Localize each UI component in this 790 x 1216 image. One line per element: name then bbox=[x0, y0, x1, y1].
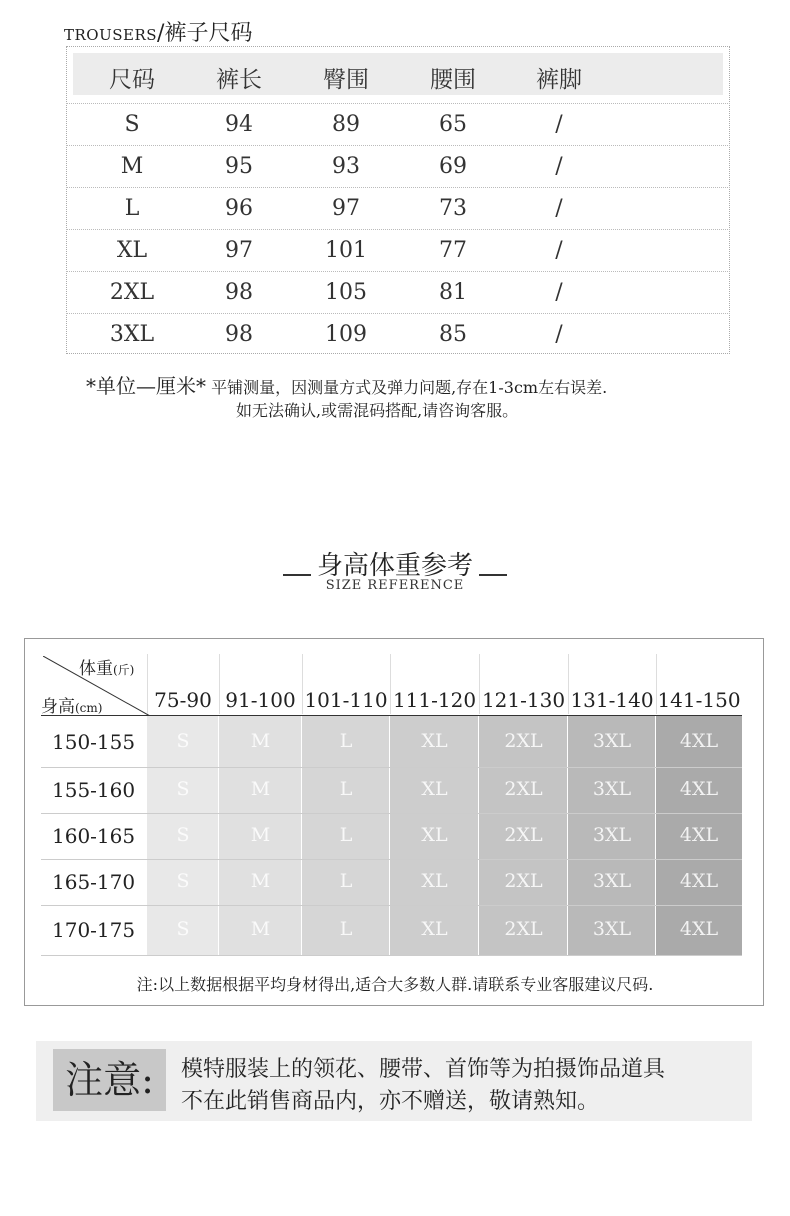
weight-range-header: 121-130 bbox=[481, 688, 566, 712]
table-cell: 98 bbox=[225, 280, 253, 305]
trousers-title-en: TROUSERS bbox=[64, 26, 158, 44]
row-divider bbox=[41, 955, 742, 956]
table-cell: / bbox=[555, 112, 563, 137]
size-cell: 2XL bbox=[504, 870, 543, 892]
table-cell: 93 bbox=[332, 154, 360, 179]
size-cell: 3XL bbox=[592, 729, 632, 752]
table-cell: / bbox=[555, 280, 563, 305]
header-column-divider bbox=[147, 654, 148, 714]
weight-range-header: 111-120 bbox=[392, 688, 477, 712]
attention-line2: 不在此销售商品内，亦不赠送，敬请熟知。 bbox=[181, 1089, 600, 1114]
trousers-title-sep: / bbox=[157, 21, 165, 46]
size-cell: 4XL bbox=[679, 778, 719, 800]
table-row bbox=[66, 187, 730, 229]
trousers-header-cell: 裤脚 bbox=[536, 67, 582, 93]
size-grid-note: 注:以上数据根据平均身材得出,适合大多数人群.请联系专业客服建议尺码. bbox=[136, 975, 654, 994]
title-line-left bbox=[283, 574, 311, 576]
size-cell: M bbox=[250, 918, 271, 940]
height-range-label: 155-160 bbox=[52, 778, 136, 802]
table-cell: 3XL bbox=[109, 322, 155, 347]
table-cell: / bbox=[555, 322, 563, 347]
size-cell: 3XL bbox=[592, 824, 632, 846]
size-cell: L bbox=[339, 824, 353, 846]
size-cell: 2XL bbox=[504, 778, 543, 800]
table-row bbox=[66, 271, 730, 313]
table-cell: 95 bbox=[225, 154, 253, 179]
header-column-divider bbox=[479, 654, 480, 714]
weight-range-header: 75-90 bbox=[154, 688, 212, 712]
weight-range-header: 91-100 bbox=[225, 688, 296, 712]
height-label: 身高 bbox=[41, 697, 75, 717]
title-line-right bbox=[479, 574, 507, 576]
trousers-header-cell: 尺码 bbox=[109, 67, 155, 93]
size-cell: L bbox=[339, 870, 353, 892]
trousers-header-cell: 裤长 bbox=[216, 67, 262, 93]
table-cell: / bbox=[555, 196, 563, 221]
table-cell: 101 bbox=[325, 238, 367, 263]
weight-unit: (斤) bbox=[113, 663, 135, 677]
table-cell: 65 bbox=[439, 112, 467, 137]
grid-header-line bbox=[41, 715, 742, 716]
weight-range-header: 141-150 bbox=[657, 688, 741, 712]
height-range-label: 150-155 bbox=[52, 729, 136, 754]
row-divider bbox=[41, 813, 742, 814]
table-cell: 96 bbox=[225, 196, 253, 221]
size-cell: 3XL bbox=[592, 778, 632, 800]
attention-label: 注意: bbox=[53, 1049, 166, 1111]
size-cell: 4XL bbox=[679, 824, 719, 846]
table-row bbox=[66, 229, 730, 271]
size-cell: S bbox=[176, 918, 190, 940]
table-cell: 94 bbox=[225, 112, 253, 137]
header-column-divider bbox=[568, 654, 569, 714]
table-cell: XL bbox=[116, 238, 148, 263]
table-cell: 69 bbox=[439, 154, 467, 179]
table-cell: / bbox=[555, 154, 563, 179]
weight-range-header: 101-110 bbox=[304, 688, 388, 712]
header-column-divider bbox=[219, 654, 220, 714]
measurement-note-line1: 平铺测量，因测量方式及弹力问题,存在1-3cm左右误差. bbox=[211, 378, 608, 397]
table-cell: 97 bbox=[225, 238, 253, 263]
table-row bbox=[66, 313, 730, 355]
measurement-note-line2: 如无法确认,或需混码搭配,请咨询客服。 bbox=[236, 401, 519, 420]
size-cell: 4XL bbox=[679, 870, 719, 892]
table-cell: / bbox=[555, 238, 563, 263]
measurement-note bbox=[86, 370, 607, 399]
row-divider bbox=[41, 767, 742, 768]
size-reference-title bbox=[0, 545, 790, 582]
size-cell: XL bbox=[421, 918, 448, 940]
size-cell: S bbox=[176, 870, 190, 892]
table-row bbox=[66, 103, 730, 145]
table-cell: 2XL bbox=[109, 280, 155, 305]
unit-note: *单位—厘米* bbox=[86, 374, 206, 398]
weight-header bbox=[79, 654, 134, 679]
weight-range-header: 131-140 bbox=[570, 688, 654, 712]
size-reference-subtitle: SIZE REFERENCE bbox=[325, 578, 465, 593]
size-cell: L bbox=[339, 778, 353, 800]
header-column-divider bbox=[390, 654, 391, 714]
trousers-title bbox=[64, 16, 252, 47]
attention-line1: 模特服装上的领花、腰带、首饰等为拍摄饰品道具 bbox=[181, 1057, 666, 1082]
table-cell: 81 bbox=[439, 280, 467, 305]
table-cell: 98 bbox=[225, 322, 253, 347]
header-column-divider bbox=[302, 654, 303, 714]
size-cell: 3XL bbox=[592, 870, 632, 892]
trousers-header-cell: 臀围 bbox=[323, 67, 369, 93]
table-cell: 109 bbox=[325, 322, 367, 347]
size-cell: XL bbox=[421, 778, 448, 800]
size-cell: XL bbox=[421, 870, 448, 892]
table-cell: 73 bbox=[439, 196, 467, 221]
table-cell: 105 bbox=[325, 280, 367, 305]
row-divider bbox=[41, 905, 742, 906]
table-cell: S bbox=[124, 112, 140, 137]
size-cell: 4XL bbox=[679, 918, 719, 940]
size-reference-title-text: 身高体重参考 bbox=[316, 551, 473, 581]
size-cell: M bbox=[250, 729, 271, 752]
size-cell: XL bbox=[421, 729, 448, 752]
size-cell: M bbox=[250, 778, 271, 800]
size-cell: 3XL bbox=[592, 918, 632, 940]
table-cell: 97 bbox=[332, 196, 360, 221]
table-cell: 89 bbox=[332, 112, 360, 137]
trousers-table-header bbox=[73, 53, 723, 95]
size-cell: XL bbox=[421, 824, 448, 846]
table-cell: 85 bbox=[439, 322, 467, 347]
table-cell: L bbox=[124, 196, 140, 221]
table-cell: 77 bbox=[439, 238, 467, 263]
size-cell: M bbox=[250, 870, 271, 892]
row-divider bbox=[41, 859, 742, 860]
table-cell: M bbox=[120, 154, 144, 179]
size-cell: L bbox=[339, 918, 353, 940]
height-unit: (cm) bbox=[75, 701, 103, 715]
height-header bbox=[41, 692, 102, 717]
size-cell: 4XL bbox=[679, 729, 719, 752]
size-cell: S bbox=[176, 778, 190, 800]
size-cell: S bbox=[176, 729, 190, 752]
size-cell: 2XL bbox=[504, 729, 543, 752]
height-range-label: 170-175 bbox=[52, 918, 136, 942]
size-cell: 2XL bbox=[504, 824, 543, 846]
height-range-label: 165-170 bbox=[52, 870, 136, 894]
trousers-header-cell: 腰围 bbox=[430, 67, 476, 93]
size-cell: L bbox=[339, 729, 353, 752]
size-cell: S bbox=[176, 824, 190, 846]
height-range-label: 160-165 bbox=[52, 824, 136, 848]
trousers-title-cn: 裤子尺码 bbox=[164, 21, 253, 46]
size-cell: 2XL bbox=[504, 918, 543, 940]
weight-label: 体重 bbox=[79, 659, 113, 679]
table-row bbox=[66, 145, 730, 187]
size-cell: M bbox=[250, 824, 271, 846]
